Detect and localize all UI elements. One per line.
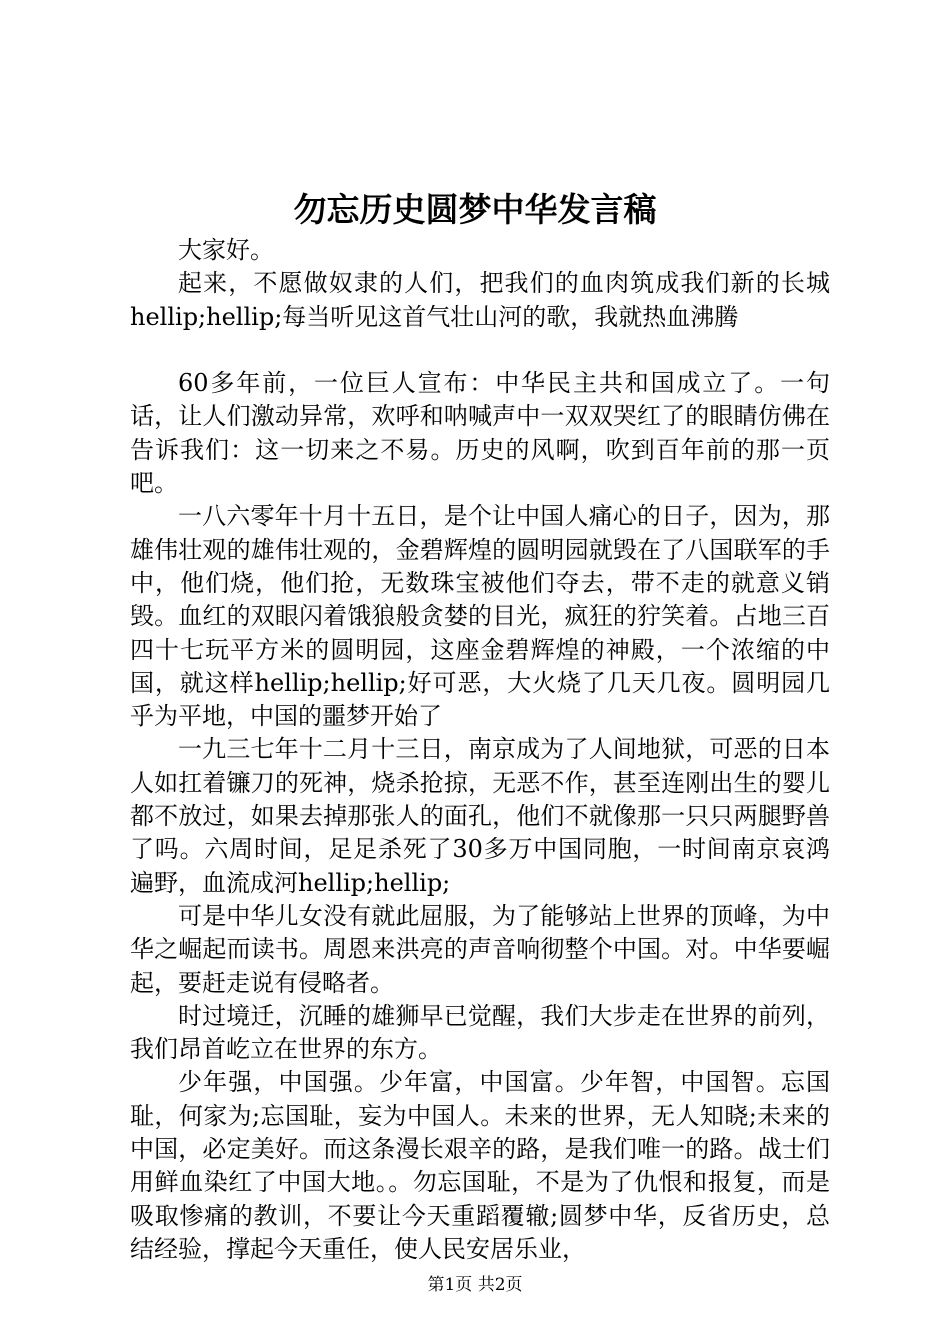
paragraph-anthem: 起来，不愿做奴隶的人们，把我们的血肉筑成我们新的长城hellip;hellip;每当听见这首气壮山河的歌，我就热血沸腾 (130, 269, 830, 331)
paragraph-founding: 60多年前，一位巨人宣布：中华民主共和国成立了。一句话，让人们激动异常，欢呼和呐喊声中一双双哭红了的眼睛仿佛在告诉我们：这一切来之不易。历史的风啊，吹到百年前的那一页吧。 (130, 369, 830, 498)
paragraph-yuanmingyuan: 一八六零年十月十五日，是个让中国人痛心的日子，因为，那雄伟壮观的雄伟壮观的，金碧辉煌的圆明园就毁在了八国联军的手中，他们烧，他们抢，无数珠宝被他们夺去，带不走的就意义销毁。血红的双眼闪着饿狼般贪婪的目光，疯狂的狞笑着。占地三百四十七玩平方米的圆明园，这座金碧辉煌的神殿，一个浓缩的中国，就这样hellip;hellip;好可恶，大火烧了几天几夜。圆明园几乎为平地，中国的噩梦开始了 (130, 502, 830, 731)
paragraph-rise: 可是中华儿女没有就此屈服，为了能够站上世界的顶峰，为中华之崛起而读书。周恩来洪亮的声音响彻整个中国。对。中华要崛起，要赶走说有侵略者。 (130, 901, 830, 997)
paragraph-youth: 少年强，中国强。少年富，中国富。少年智，中国智。忘国耻，何家为;忘国耻，妄为中国人。未来的世界，无人知晓;未来的中国，必定美好。而这条漫长艰辛的路，是我们唯一的路。战士们用鲜血染红了中国大地。。勿忘国耻，不是为了仇恨和报复，而是吸取惨痛的教训，不要让今天重蹈覆辙;圆梦中华，反省历史，总结经验，撑起今天重任，使人民安居乐业， (130, 1068, 830, 1263)
paragraph-greeting: 大家好。 (178, 236, 274, 264)
document-title: 勿忘历史圆梦中华发言稿 (293, 190, 657, 229)
paragraph-nanjing: 一九三七年十二月十三日，南京成为了人间地狱，可恶的日本人如扛着镰刀的死神，烧杀抢掠，无恶不作，甚至连刚出生的婴儿都不放过，如果去掉那张人的面孔，他们不就像那一只只两腿野兽了吗。六周时间，足足杀死了30多万中国同胞，一时间南京哀鸿遍野，血流成河hellip;hellip; (130, 735, 830, 897)
paragraph-awakening: 时过境迁，沉睡的雄狮早已觉醒，我们大步走在世界的前列，我们昂首屹立在世界的东方。 (130, 1001, 830, 1064)
document-body (130, 234, 830, 1266)
page-number: 第1页 共2页 (427, 1275, 523, 1295)
